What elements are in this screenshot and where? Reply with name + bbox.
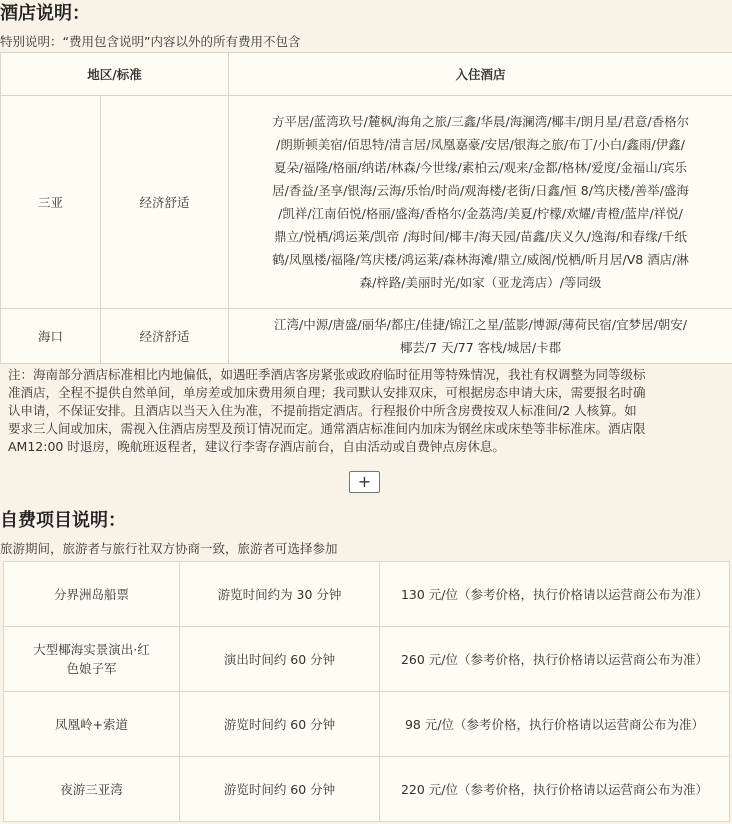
item-name-cell: 凤凰岭+索道	[4, 692, 180, 757]
hotel-list-line: 夏朵/福隆/格丽/纳诺/林森/今世缘/素柏云/观来/金都/格林/爱度/金福山/宾乐	[273, 159, 688, 175]
hotel-list-line: 椰芸/7 天/77 客栈/城居/卡郡	[399, 340, 562, 355]
region-cell: 三亚	[1, 96, 101, 309]
expand-button[interactable]: +	[349, 471, 380, 493]
region-cell: 海口	[1, 309, 101, 364]
hotel-table-header-row	[1, 53, 732, 96]
hotel-note-line: 要求三人间或加床，需视入住酒店房型及预订情况而定。通常酒店标准间内加床为钢丝床或床垫等非标准床。酒店限	[8, 421, 646, 436]
hotel-table	[0, 52, 732, 364]
hotel-list-line: /凯祥/江南佰悦/格丽/盛海/香格尔/金荔湾/美夏/柠檬/欢耀/青橙/蓝岸/祥悦/	[278, 206, 683, 221]
item-duration-cell: 游览时间约为 30 分钟	[180, 562, 380, 627]
table-row	[4, 562, 730, 627]
item-name-cell: 分界洲岛船票	[4, 562, 180, 627]
hotel-section-title: 酒店说明：	[0, 3, 90, 24]
hotel-list-line: /朗斯顿美宿/佰思特/清言居/凤凰嘉豪/安居/银海之旅/布丁/小白/鑫雨/伊鑫/	[276, 136, 685, 152]
standard-cell: 经济舒适	[101, 309, 229, 364]
hotel-list-line: 江湾/中源/唐盛/丽华/都庄/佳捷/锦江之星/蓝影/博源/薄荷民宿/宜梦居/朝安/	[273, 316, 688, 332]
item-price-cell: 220 元/位（参考价格，执行价格请以运营商公布为准）	[380, 757, 730, 822]
item-name-cell: 夜游三亚湾	[4, 757, 180, 822]
self-pay-section-title: 自费项目说明：	[0, 510, 126, 531]
table-row	[4, 627, 730, 692]
standard-cell: 经济舒适	[101, 96, 229, 309]
hotel-note	[8, 366, 724, 456]
item-duration-cell: 游览时间约 60 分钟	[180, 757, 380, 822]
hotel-list-line: 鹤/凤凰楼/福隆/笃庆楼/鸿运莱/森林海滩/鼎立/威阁/悦栖/昕月居/V8 酒店/淋	[272, 252, 689, 268]
item-duration-cell: 演出时间约 60 分钟	[180, 627, 380, 692]
hotel-note-line: 注：海南部分酒店标准相比内地偏低，如遇旺季酒店客房紧张或政府临时征用等特殊情况，我社有权调整为同等级标	[8, 367, 646, 382]
item-duration-cell: 游览时间约 60 分钟	[180, 692, 380, 757]
item-name-line: 色娘子军	[66, 661, 117, 676]
item-price-cell: 260 元/位（参考价格，执行价格请以运营商公布为准）	[380, 627, 730, 692]
item-price-cell: 98 元/位（参考价格，执行价格请以运营商公布为准）	[380, 692, 730, 757]
table-row	[4, 757, 730, 822]
table-row	[4, 692, 730, 757]
hotel-list-line: 鼎立/悦栖/鸿运莱/凯帝 /海时间/椰丰/海天园/苗鑫/庆义久/逸海/和春缘/千纸	[274, 229, 687, 245]
hotel-note-line: AM12:00 时退房，晚航班返程者，建议行李寄存酒店前台，自由活动或自费钟点房休息。	[8, 439, 505, 454]
item-name-cell	[4, 627, 180, 692]
hotel-list-cell	[229, 96, 732, 309]
hotel-special-note: 特别说明：“费用包含说明”内容以外的所有费用不包含	[0, 34, 301, 49]
item-name-line: 大型椰海实景演出·红	[33, 642, 150, 657]
self-pay-subtitle: 旅游期间，旅游者与旅行社双方协商一致，旅游者可选择参加	[0, 541, 338, 556]
hotel-list-cell	[229, 309, 732, 364]
hotel-list-line: 居/香益/圣享/银海/云海/乐怡/时尚/观海楼/老街/日鑫/恒 8/笃庆楼/善举/盛海	[272, 182, 689, 198]
region-standard-header: 地区/标准	[1, 53, 229, 96]
table-row	[1, 309, 732, 364]
hotel-list-line: 方平居/蓝湾玖号/麓枫/海角之旅/三鑫/华晨/海澜湾/椰丰/朗月星/君意/香格尔	[271, 113, 690, 129]
self-pay-table	[3, 561, 730, 822]
table-row	[1, 96, 732, 309]
hotel-note-line: 准酒店，全程不提供自然单间，单房差或加床费用须自理；我司默认安排双床，可根据房态申请大床，需要报名时确	[8, 385, 646, 400]
hotel-list-line: 森/梓路/美丽时光/如家（亚龙湾店）/等同级	[359, 275, 602, 291]
item-price-cell: 130 元/位（参考价格，执行价格请以运营商公布为准）	[380, 562, 730, 627]
hotel-header: 入住酒店	[229, 53, 732, 96]
hotel-note-line: 认申请，不保证安排。且酒店以当天入住为准，不提前指定酒店。行程报价中所含房费按双人标准间/2 人核算。如	[8, 403, 637, 418]
